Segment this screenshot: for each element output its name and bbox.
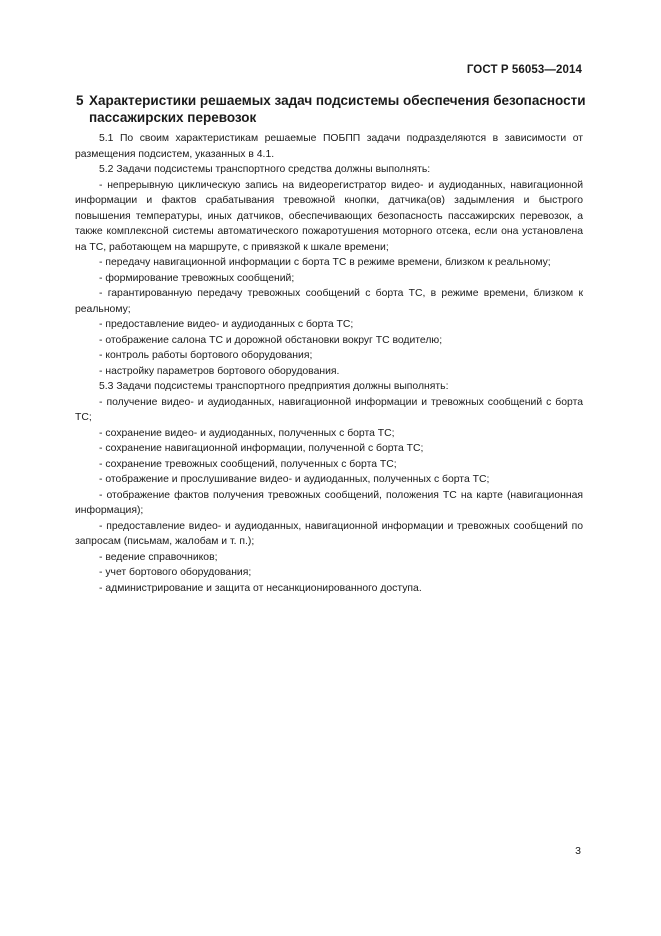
list-item: - непрерывную циклическую запись на видеорегистратор видео- и аудиоданных, навигационной информации и фактов срабатывания тревожной кнопки, датчика(ов) задымления и быстрого повышения температуры, иных датчиков, обеспечивающих безопасность пассажирских перевозок, а также комплексной системы автоматического пожаротушения моторного отсека, если она установлена на ТС, работающем на маршруте, с привязкой к шкале времени;	[75, 179, 583, 253]
list-item: - формирование тревожных сообщений;	[99, 272, 295, 284]
list-item: - отображение фактов получения тревожных сообщений, положения ТС на карте (навигационная информация);	[75, 489, 583, 516]
list-item: - администрирование и защита от несанкционированного доступа.	[99, 582, 422, 594]
list-item: - гарантированную передачу тревожных сообщений с борта ТС, в режиме времени, близком к реальному;	[75, 288, 583, 315]
list-item: - ведение справочников;	[99, 551, 218, 563]
paragraph: 5.1 По своим характеристикам решаемые ПОБПП задачи подразделяются в зависимости от размещения подсистем, указанных в 4.1.	[75, 133, 583, 160]
list-item: - передачу навигационной информации с борта ТС в режиме времени, близком к реальному;	[99, 257, 551, 268]
list-item: - сохранение видео- и аудиоданных, полученных с борта ТС;	[99, 427, 395, 439]
section-number: 5	[76, 93, 84, 108]
list-item: - предоставление видео- и аудиоданных, навигационной информации и тревожных сообщений по запросам (письмам, жалобам и т. п.);	[75, 520, 583, 547]
list-item: - сохранение навигационной информации, полученной с борта ТС;	[99, 443, 424, 454]
list-item: - предоставление видео- и аудиоданных с борта ТС;	[99, 319, 354, 330]
section-body	[75, 131, 583, 596]
list-item: - контроль работы бортового оборудования;	[99, 350, 313, 361]
list-item: - сохранение тревожных сообщений, полученных с борта ТС;	[99, 458, 397, 470]
paragraph: 5.2 Задачи подсистемы транспортного средства должны выполнять:	[99, 164, 431, 175]
list-item: - отображение салона ТС и дорожной обстановки вокруг ТС водителю;	[99, 334, 443, 346]
list-item: - получение видео- и аудиоданных, навигационной информации и тревожных сообщений с борта ТС;	[75, 396, 583, 423]
list-item: - отображение и прослушивание видео- и аудиоданных, полученных с борта ТС;	[99, 474, 490, 485]
section-title: Характеристики решаемых задач подсистемы обеспечения безопасности пассажирских перевозок	[89, 93, 586, 125]
paragraph: 5.3 Задачи подсистемы транспортного предприятия должны выполнять:	[99, 381, 449, 392]
list-item: - настройку параметров бортового оборудования.	[99, 365, 340, 377]
document-header: ГОСТ Р 56053—2014	[466, 64, 582, 76]
section-heading	[76, 92, 591, 126]
list-item: - учет бортового оборудования;	[99, 567, 252, 578]
page-number: 3	[575, 845, 581, 857]
